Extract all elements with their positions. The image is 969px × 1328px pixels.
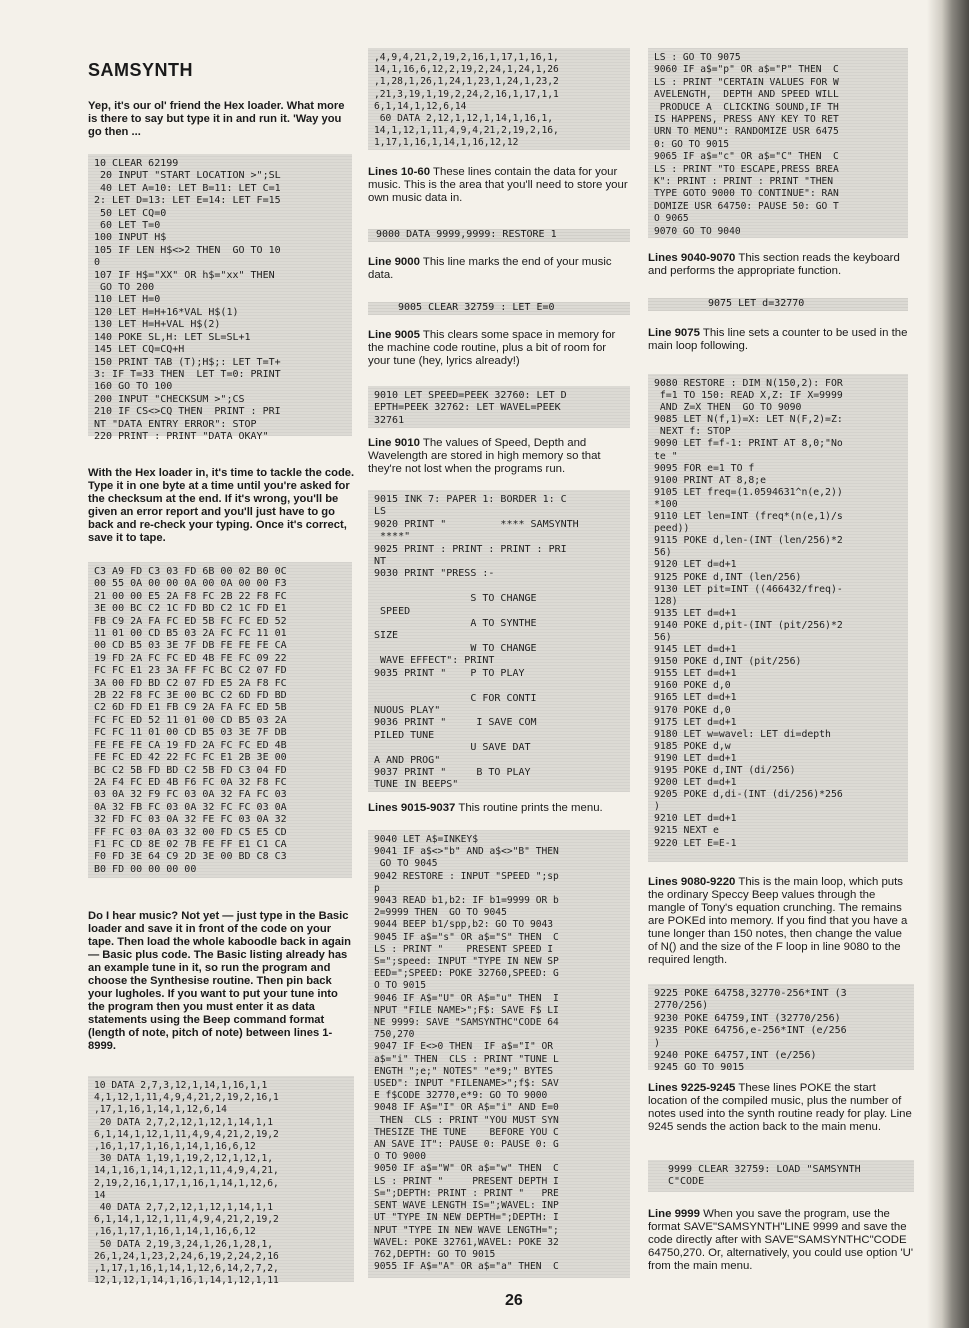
explain-label: Lines 9040-9070 xyxy=(648,252,736,264)
explain-label: Lines 9080-9220 xyxy=(648,876,736,888)
music-data-listing-cont: ,4,9,4,21,2,19,2,16,1,17,1,16,1, 14,1,16,6,12,2,19,2,24,1,24,1,26 ,1,28,1,26,1,24,1,23,1,24,1,23,2 ,21,3,19,1,19,2,24,2,16,1,17,1,1 6,1,14,1,12,6,14 60 DATA 2,12,1,12,1,14,1,16,1, 14,1,12,1,11,4,9,4,21,2,19,2,16, 1,17,1,16,1,14,1,16,12,12 xyxy=(368,48,630,150)
article-title: SAMSYNTH xyxy=(88,60,194,80)
explain-body: This line marks the end of your music data. xyxy=(368,256,612,281)
explain-body: This routine prints the menu. xyxy=(458,802,603,814)
page-spine-shadow xyxy=(927,0,969,1328)
explain-body: This section reads the keyboard and performs the appropriate function. xyxy=(648,252,900,277)
explain-label: Lines 9225-9245 xyxy=(648,1082,736,1094)
hex-code-listing: C3 A9 FD C3 03 FD 6B 00 02 B0 0C 00 55 0A 00 00 0A 00 0A 00 00 F3 21 00 00 E5 2A F8 FC 2B 22 F8 FC 3E 00 BC C2 1C FD BD C2 1C FD E1 FB C9 2A FA FC ED 5B FC FC ED 52 11 01 00 CD B5 03 2A FC FC 11 01 00 CD B5 03 3E 7F DB FE FE FE CA 19 FD 2A FC FC ED 4B FE FC 09 22 FC FC E1 23 3A FF FC BC C2 07 FD 3A 00 FD BD C2 07 FD E5 2A F8 FC 2B 22 F8 FC 3E 00 BC C2 6D FD BD C2 6D FD E1 FB C9 2A FA FC ED 5B FC FC ED 52 11 01 00 CD B5 03 2A FC FC 11 01 00 CD B5 03 3E 7F DB FE FE FE CA 19 FD 2A FC FC ED 4B FE FC ED 42 22 FC FC E1 2B 3E 00 BC C2 5B FD BD C2 5B FD C3 04 FD 2A F4 FC ED 4B F6 FC 0A 32 F8 FC 03 0A 32 F9 FC 03 0A 32 FA FC 03 0A 32 FB FC 03 0A 32 FC FC 03 0A 32 FD FC 03 0A 32 FE FC 03 0A 32 FF FC 03 0A 03 32 00 FD C5 E5 CD F1 FC CD 8E 02 7B FE FF E1 C1 CA F0 FD 3E 64 C9 2D 3E 00 BD C8 C3 B0 FD 00 00 00 00 xyxy=(88,562,352,878)
explain-label: Line 9005 xyxy=(368,329,420,341)
tackle-text: With the Hex loader in, it's time to tackle the code. Type it in one byte at a time until you're asked for the checksum at the end. If it's wrong, you'll be given an error report and you'll just have to go back and re-check your typing. Once it's correct, save it to tape. xyxy=(88,467,355,544)
explain-body: This clears some space in memory for the machine code routine, plus a bit of room for your tune (hey, lyrics already!) xyxy=(368,329,616,367)
explain-body: This is the main loop, which puts the ordinary Speccy Beep values through the mangle of Tony's equation crunching. The remains are POKEd into memory. If you find that you have a tune longer than 150 notes, then change the value of N() and the size of the F loop in line 9080 to the required length. xyxy=(648,876,908,966)
music-data-listing: 10 DATA 2,7,3,12,1,14,1,16,1,1 4,1,12,1,11,4,9,4,21,2,19,2,16,1 ,17,1,16,1,14,1,12,6,14 20 DATA 2,7,2,12,1,12,1,14,1,1 6,1,14,1,12,1,11,4,9,4,21,2,19,2 ,16,1,17,1,16,1,14,1,16,6,12 30 DATA 1,19,1,19,2,12,1,12,1, 14,1,16,1,14,1,12,1,11,4,9,4,21, 2,19,2,16,1,17,1,16,1,14,1,12,6, 14 40 DATA 2,7,2,12,1,12,1,14,1,1 6,1,14,1,12,1,11,4,9,4,21,2,19,2 ,16,1,17,1,16,1,14,1,16,6,12 50 DATA 2,19,3,24,1,26,1,28,1, 26,1,24,1,23,2,24,6,19,2,24,2,16 ,1,17,1,16,1,14,1,12,6,14,2,7,2, 12,1,12,1,14,1,16,1,14,1,12,1,11 xyxy=(88,1076,354,1282)
explain-body: This line sets a counter to be used in the main loop following. xyxy=(648,327,908,352)
explain-line-9005 xyxy=(368,329,630,368)
explain-line-9010 xyxy=(368,437,630,476)
explain-body: When you save the program, use the format SAVE"SAMSYNTH"LINE 9999 and save the code directly after with SAVE"SAMSYNTHC"CODE 64750,270. Or, alternatively, you could use option 'U' from the main menu. xyxy=(648,1208,914,1272)
intro-text: Yep, it's our ol' friend the Hex loader. What more is there to say but type it in and run it. 'Way you go then ... xyxy=(88,100,345,138)
explain-label: Line 9075 xyxy=(648,327,700,339)
explain-label: Lines 9015-9037 xyxy=(368,802,456,814)
explain-lines-9080 xyxy=(648,876,914,967)
explain-body: These lines contain the data for your music. This is the area that you'll need to store your own music data in. xyxy=(368,166,628,204)
explain-lines-9040 xyxy=(648,252,910,278)
explain-line-9075 xyxy=(648,327,914,353)
code-9225: 9225 POKE 64758,32770-256*INT (3 2770/256) 9230 POKE 64759,INT (32770/256) 9235 POKE 64756,e-256*INT (e/256 ) 9240 POKE 64757,INT (e/256) 9245 GO TO 9015 xyxy=(648,984,914,1070)
code-9999: 9999 CLEAR 32759: LOAD "SAMSYNTH C"CODE xyxy=(648,1160,914,1192)
hex-loader-listing: 10 CLEAR 62199 20 INPUT "START LOCATION >";SL 40 LET A=10: LET B=11: LET C=1 2: LET D=13: LET E=14: LET F=15 50 LET CQ=0 60 LET T=0 100 INPUT H$ 105 IF LEN H$<>2 THEN GO TO 10 0 107 IF H$="XX" OR h$="xx" THEN GO TO 200 110 LET H=0 120 LET H=H+16*VAL H$(1) 130 LET H=H+VAL H$(2) 140 POKE SL,H: LET SL=SL+1 145 LET CQ=CQ+H 150 PRINT TAB (T);H$;: LET T=T+ 3: IF T=33 THEN LET T=0: PRINT 160 GO TO 100 200 INPUT "CHECKSUM >";CS 210 IF CS<>CQ THEN PRINT : PRI NT "DATA ENTRY ERROR": STOP 220 PRINT : PRINT "DATA OKAY" xyxy=(88,154,352,436)
line-9000-code: 9000 DATA 9999,9999: RESTORE 1 xyxy=(368,229,630,242)
explain-line-9000 xyxy=(368,256,630,282)
music-text: Do I hear music? Not yet — just type in the Basic loader and save it in front of the code on your tape. Then load the whole kaboodle back in again — Basic plus code. The Basic listing already has an example tune in it, so run the program and choose the Synthesise routine. Then pin back your lugholes. If you want to put your tune into the program then you must enter it as data statements using the Beep command format (length of note, pitch of note) between lines 1-8999. xyxy=(88,910,351,1052)
explain-label: Lines 10-60 xyxy=(368,166,431,178)
explain-label: Line 9010 xyxy=(368,437,420,449)
explain-lines-9015 xyxy=(368,802,630,815)
page-number: 26 xyxy=(505,1292,523,1309)
explain-label: Line 9000 xyxy=(368,256,420,268)
code-9015-menu: 9015 INK 7: PAPER 1: BORDER 1: C LS 9020 PRINT " **** SAMSYNTH ****" 9025 PRINT : PRINT : PRINT : PRI NT 9030 PRINT "PRESS :- S TO CHANGE SPEED A TO SYNTHE SIZE W TO CHANGE WAVE EFFECT": PRINT 9035 PRINT " P TO PLAY C FOR CONTI NUOUS PLAY" 9036 PRINT " I SAVE COM PILED TUNE U SAVE DAT A AND PROG" 9037 PRINT " B TO PLAY TUNE IN BEEPS" xyxy=(368,490,630,792)
explain-lines-9225 xyxy=(648,1082,914,1134)
line-9075-code: 9075 LET d=32770 xyxy=(648,298,908,311)
explain-line-9999 xyxy=(648,1208,914,1273)
code-9060: LS : GO TO 9075 9060 IF a$="p" OR a$="P" THEN C LS : PRINT "CERTAIN VALUES FOR W AVELENGTH, DEPTH AND SPEED WILL PRODUCE A CLICKING SOUND,IF TH IS HAPPENS, PRESS ANY KEY TO RET URN TO MENU": RANDOMIZE USR 6475 0: GO TO 9015 9065 IF a$="c" OR a$="C" THEN C LS : PRINT "TO ESCAPE,PRESS BREA K": PRINT : PRINT : PRINT "THEN TYPE GOTO 9000 TO CONTINUE": RAN DOMIZE USR 64750: PAUSE 50: GO T O 9065 9070 GO TO 9040 xyxy=(648,48,908,238)
line-9005-code: 9005 CLEAR 32759 : LET E=0 xyxy=(368,302,630,315)
code-9040-keyboard: 9040 LET A$=INKEY$ 9041 IF a$<>"b" AND a$<>"B" THEN GO TO 9045 9042 RESTORE : INPUT "SPEED ";sp p 9043 READ b1,b2: IF b1=9999 OR b 2=9999 THEN GO TO 9045 9044 BEEP b1/spp,b2: GO TO 9043 9045 IF a$="s" OR a$="S" THEN C LS : PRINT " PRESENT SPEED I S=";speed: INPUT "TYPE IN NEW SP EED=";SPEED: POKE 32760,SPEED: G O TO 9015 9046 IF A$="U" OR A$="u" THEN I NPUT "FILE NAME>";F$: SAVE F$ LI NE 9999: SAVE "SAMSYNTHC"CODE 64 750,270 9047 IF E<>0 THEN IF a$="I" OR a$="i" THEN CLS : PRINT "TUNE L ENGTH ";e;" NOTES" "e*9;" BYTES USED": INPUT "FILENAME>";f$: SAV E f$CODE 32770,e*9: GO TO 9000 9048 IF A$="I" OR A$="i" AND E=0 THEN CLS : PRINT "YOU MUST SYN THESIZE THE TUNE BEFORE YOU C AN SAVE IT": PAUSE 0: PAUSE 0: G O TO 9000 9050 IF a$="W" OR a$="w" THEN C LS : PRINT " PRESENT DEPTH I S=";DEPTH: PRINT : PRINT " PRE SENT WAVE LENGTH IS=";WAVEL: INP UT "TYPE IN NEW DEPTH=";DEPTH: I NPUT "TYPE IN NEW WAVE LENGTH="; WAVEL: POKE 32761,WAVEL: POKE 32 762,DEPTH: GO TO 9015 9055 IF A$="A" OR a$="a" THEN C xyxy=(368,830,630,1278)
explain-body: The values of Speed, Depth and Wavelength are stored in high memory so that they're not lost when the programs run. xyxy=(368,437,601,475)
code-9010: 9010 LET SPEED=PEEK 32760: LET D EPTH=PEEK 32762: LET WAVEL=PEEK 32761 xyxy=(368,386,630,428)
explain-lines-10-60 xyxy=(368,166,630,205)
code-9080-main-loop: 9080 RESTORE : DIM N(150,2): FOR f=1 TO 150: READ X,Z: IF X=9999 AND Z=X THEN GO TO 9090 9085 LET N(f,1)=X: LET N(F,2)=Z: NEXT f: STOP 9090 LET f=f-1: PRINT AT 8,0;"No te " 9095 FOR e=1 TO f 9100 PRINT AT 8,8;e 9105 LET freq=(1.0594631^n(e,2)) *100 9110 LET len=INT (freq*(n(e,1)/s peed)) 9115 POKE d,len-(INT (len/256)*2 56) 9120 LET d=d+1 9125 POKE d,INT (len/256) 9130 LET pit=INT ((466432/freq)- 128) 9135 LET d=d+1 9140 POKE d,pit-(INT (pit/256)*2 56) 9145 LET d=d+1 9150 POKE d,INT (pit/256) 9155 LET d=d+1 9160 POKE d,0 9165 LET d=d+1 9170 POKE d,0 9175 LET d=d+1 9180 LET w=wavel: LET di=depth 9185 POKE d,w 9190 LET d=d+1 9195 POKE d,INT (di/256) 9200 LET d=d+1 9205 POKE d,di-(INT (di/256)*256 ) 9210 LET d=d+1 9215 NEXT e 9220 LET E=E-1 xyxy=(648,374,908,862)
explain-body: These lines POKE the start location of the compiled music, plus the number of notes used into the synth routine ready for play. Line 9245 sends the action back to the main menu. xyxy=(648,1082,912,1133)
explain-label: Line 9999 xyxy=(648,1208,700,1220)
